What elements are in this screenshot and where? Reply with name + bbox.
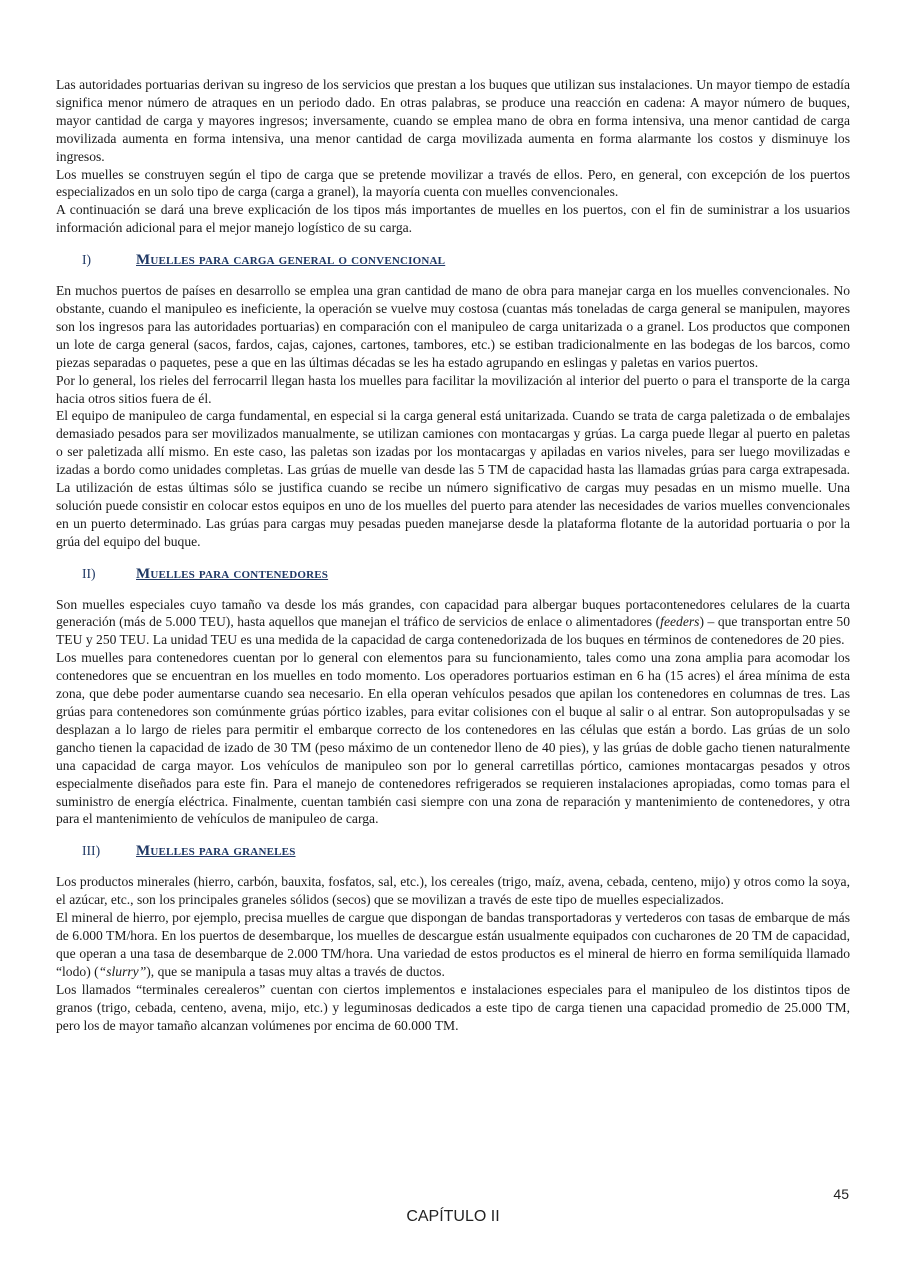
paragraph	[56, 596, 850, 650]
section-title: Muelles para carga general o convencional	[136, 252, 446, 269]
section-number: III)	[82, 843, 101, 859]
paragraph: Las autoridades portuarias derivan su ingreso de los servicios que prestan a los buques que utilizan sus instalaciones. Un mayor tiempo de estadía significa menor número de atraques en un periodo dado. En otras palabras, se produce una reacción en cadena: A mayor número de buques, mayor cantidad de carga y mayores ingresos; inversamente, cuando se emplea mano de obra en forma intensiva, una menor cantidad de carga movilizada aumenta en forma intensiva, una menor cantidad de carga movilizada aumenta en forma alarmante los costos y disminuye los ingresos.	[56, 77, 850, 164]
text-run: ) – que transportan entre 50 TEU y 250 TEU. La unidad TEU es una medida de la capacidad de carga contenedorizada de los buques en términos de contenedores de 20 pies.	[56, 614, 850, 648]
section-number: II)	[82, 565, 96, 581]
section-title: Muelles para graneles	[136, 843, 296, 860]
text-run: Son muelles especiales cuyo tamaño va desde los más grandes, con capacidad para albergar buques portacontenedores celulares de la cuarta generación (más de 5.000 TEU), hasta aquellos que manejan el tráfico de servicios de enlace o alimentadores (	[56, 596, 850, 630]
page-number: 45	[833, 1186, 849, 1202]
paragraph: Los muelles se construyen según el tipo de carga que se pretende movilizar a través de ellos. Pero, en general, con excepción de los puertos especializados en un solo tipo de carga (carga a granel), la mayoría cuenta con muelles convencionales.	[56, 166, 850, 200]
document-body	[56, 76, 850, 1034]
text-run: El mineral de hierro, por ejemplo, precisa muelles de cargue que dispongan de bandas transportadoras y vertederos con tasas de embarque de más de 6.000 TM/hora. En los puertos de desembarque, los muelles de descargue están usualmente equipados con cucharones de 20 TM de capacidad, que operan a una tasa de desembarque de 2.000 TM/hora. Una variedad de estos productos es el mineral de hierro en forma semilíquida llamado “lodo) (	[56, 910, 850, 979]
paragraph: Los muelles para contenedores cuentan por lo general con elementos para su funcionamiento, tales como una zona amplia para acomodar los contenedores que se encuentran en los muelles en todo momento. Los operadores portuarios estiman en 6 ha (15 acres) el área mínima de esta zona, que debe poder aumentarse cuando sea necesario. En ella operan vehículos pesados que apilan los contenedores en columnas de tres. Las grúas para contenedores son comúnmente grúas pórtico izables, para evitar colisiones con el buque al salir o al entrar. Son autopropulsadas y se desplazan a lo largo de rieles para permitir el embarque correcto de los contenedores en las células que están a bordo. Las grúas de un solo gancho tienen la capacidad de izado de 30 TM (peso máximo de un contenedor lleno de 40 pies), y las grúas de doble gacho tienen naturalmente una capacidad de carga mayor. Los vehículos de manipuleo son por lo general carretillas pórtico, camiones montacargas pesados y otros especialmente diseñados para este fin. Para el manejo de contenedores refrigerados se requieren instalaciones apropiadas, como tomas para el suministro de energía eléctrica. Finalmente, cuentan también casi siempre con una zona de reparación y mantenimiento de contenedores, y otra para el mantenimiento de vehículos de manipuleo de carga.	[56, 650, 850, 827]
section-heading-general-cargo	[56, 251, 850, 270]
emphasis-text: feeders	[660, 614, 700, 630]
paragraph: A continuación se dará una breve explicación de los tipos más importantes de muelles en los puertos, con el fin de suministrar a los usuarios información adicional para el mejor manejo logístico de su carga.	[56, 202, 850, 236]
text-run: ), que se manipula a tasas muy altas a través de ductos.	[146, 963, 445, 979]
emphasis-text: “slurry”	[98, 963, 147, 979]
section-heading-bulk	[56, 842, 850, 861]
section-number: I)	[82, 252, 92, 268]
chapter-footer: CAPÍTULO II	[406, 1208, 500, 1225]
section-title: Muelles para contenedores	[136, 565, 329, 582]
paragraph: Los llamados “terminales cerealeros” cuentan con ciertos implementos e instalaciones especiales para el manipuleo de los distintos tipos de granos (trigo, cebada, centeno, avena, mijo, etc.) y leguminosas dedicados a este tipo de carga tienen una capacidad promedio de 25.000 TM, pero los de mayor tamaño alcanzan volúmenes por encima de 60.000 TM.	[56, 981, 850, 1033]
paragraph: El equipo de manipuleo de carga fundamental, en especial si la carga general está unitarizada. Cuando se trata de carga paletizada o de embalajes demasiado pesados para ser movilizados manualmente, se utilizan camiones con montacargas y grúas. La carga puede llegar al puerto en paletas o ser paletizada allí mismo. En este caso, las paletas son izadas por los montacargas y apiladas en varios niveles, para ser luego movilizadas e izadas a bordo como unidades completas. Las grúas de muelle van desde las 5 TM de capacidad hasta las llamadas grúas para carga extrapesada. La utilización de estas últimas sólo se justifica cuando se recibe un número significativo de cargas muy pesadas en un mismo muelle. Una solución puede consistir en colocar estos equipos en uno de los muelles del puerto para atender las necesidades de varios muelles convencionales en un puerto determinado. Las grúas para cargas muy pesadas pueden manejarse desde la plataforma flotante de la autoridad portuaria o por la grúa del equipo del buque.	[56, 408, 850, 549]
paragraph: En muchos puertos de países en desarrollo se emplea una gran cantidad de mano de obra para manejar carga en los muelles convencionales. No obstante, cuando el manipuleo es ineficiente, la operación se vuelve muy costosa (cuantas más toneladas de carga general se manipulen, mayores son los ingresos para las autoridades portuarias) en comparación con el manipuleo de carga unitarizada o a granel. Los productos que componen un lote de carga general (sacos, fardos, cajas, cajones, cartones, tambores, etc.) se estiban tradicionalmente en las bodegas de los barcos, como piezas separadas o paquetes, pese a que en las últimas décadas se les ha estado agrupando en eslingas y paletas en varios puertos.	[56, 283, 850, 370]
paragraph: Por lo general, los rieles del ferrocarril llegan hasta los muelles para facilitar la movilización al interior del puerto o para el transporte de la carga hacia otros sitios fuera de él.	[56, 372, 850, 406]
paragraph	[56, 909, 850, 981]
paragraph: Los productos minerales (hierro, carbón, bauxita, fosfatos, sal, etc.), los cereales (trigo, maíz, avena, cebada, centeno, mijo) y otros como la soya, el azúcar, etc., son los principales graneles sólidos (secos) que se movilizan a través de este tipo de muelles especializados.	[56, 874, 850, 908]
section-heading-containers	[56, 565, 850, 584]
